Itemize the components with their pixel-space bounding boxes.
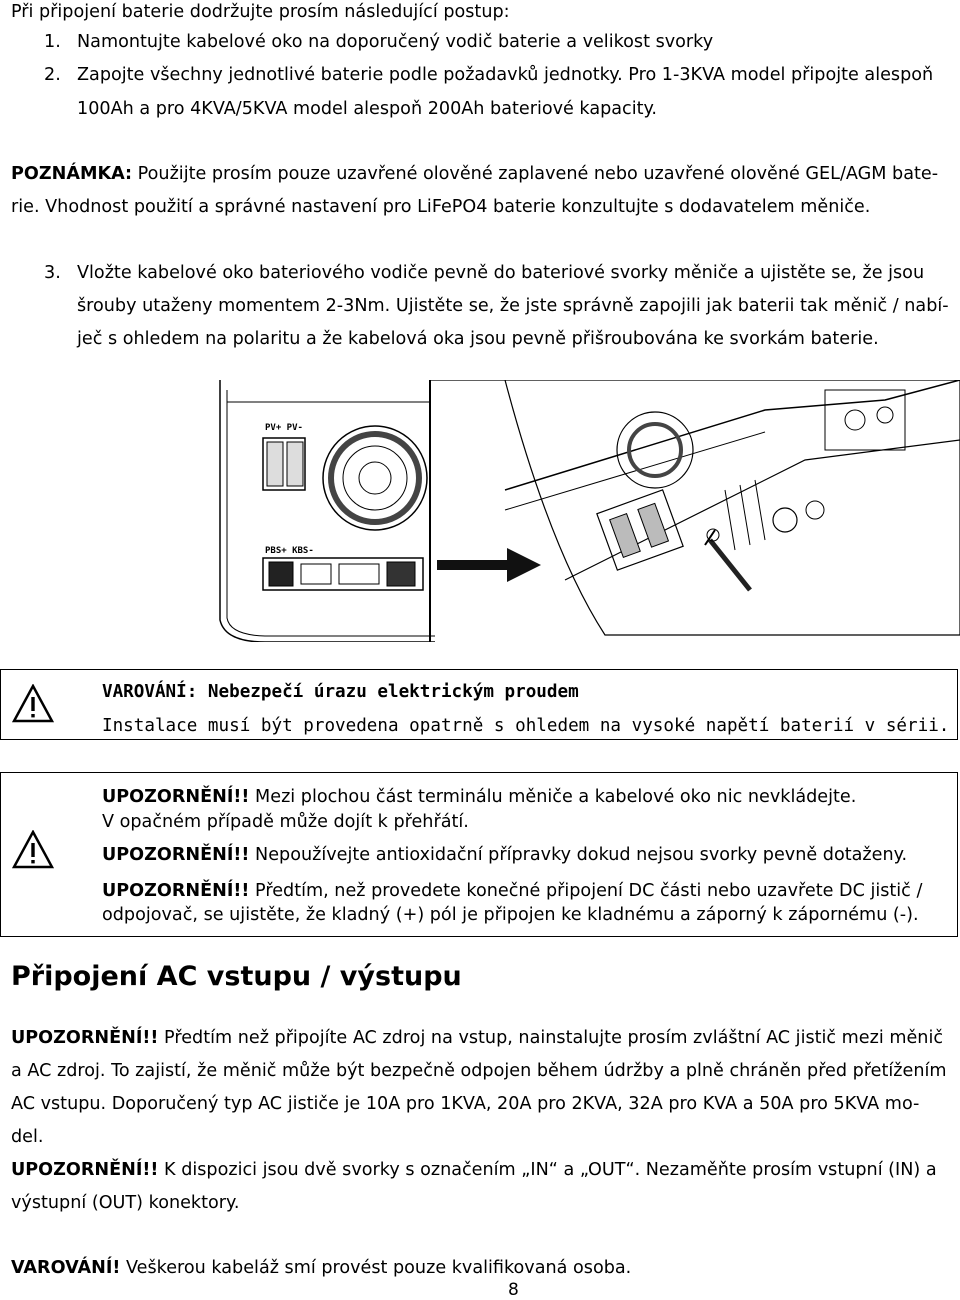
- section-caution-2-line-1: [11, 1154, 937, 1187]
- section-caution-1-line-2: a AC zdroj. To zajistí, že měnič může být bezpečně odpojen během údržby a plně chráněn před přetížením: [11, 1061, 947, 1081]
- note-text-1: Použijte prosím pouze uzavřené olověné zaplavené nebo uzavřené olověné GEL/AGM bate-: [132, 164, 939, 184]
- page-number: 8: [508, 1280, 519, 1300]
- step-3-line-2: šrouby utaženy momentem 2-3Nm. Ujistěte se, že jste správně zapojili jak baterii tak měnič / nabí-: [77, 296, 949, 316]
- arrow-right-icon: [437, 548, 541, 582]
- caution-3-text: Předtím, než provedete konečné připojení DC části nebo uzavřete DC jistič /: [249, 881, 923, 901]
- final-warning: [11, 1252, 631, 1285]
- step-3-number: 3.: [44, 263, 61, 283]
- warning-text: Instalace musí být provedena opatrně s ohledem na vysoké napětí baterií v sérii.: [102, 716, 950, 736]
- caution-label: UPOZORNĚNÍ!!: [102, 881, 250, 901]
- step-2-line-2: 100Ah a pro 4KVA/5KVA model alespoň 200Ah bateriové kapacity.: [77, 99, 657, 119]
- step-3-line-3: ječ s ohledem na polaritu a že kabelová oka jsou pevně přišroubována ke svorkám baterie.: [77, 329, 879, 349]
- section-caution-1-line-1: [11, 1022, 943, 1055]
- step-3-line-1: Vložte kabelové oko bateriového vodiče pevně do bateriové svorky měniče a ujistěte se, že jsou: [77, 263, 925, 283]
- inverter-panel-illustration: [220, 380, 435, 642]
- section-caution-1-line-3: AC vstupu. Doporučený typ AC jističe je 10A pro 1KVA, 20A pro 2KVA, 32A pro KVA a 50A pro 5KVA mo-: [11, 1094, 920, 1114]
- caution-label: UPOZORNĚNÍ!!: [102, 787, 250, 807]
- final-warning-label: VAROVÁNÍ!: [11, 1258, 121, 1278]
- note-label: POZNÁMKA:: [11, 164, 133, 184]
- caution-2-text: Nepoužívejte antioxidační přípravky dokud nejsou svorky pevně dotaženy.: [249, 845, 908, 865]
- pv-terminal-label: PV+ PV-: [265, 423, 303, 433]
- step-2-number: 2.: [44, 65, 61, 85]
- step-1-text: Namontujte kabelové oko na doporučený vodič baterie a velikost svorky: [77, 32, 714, 52]
- warning-triangle-icon: [12, 830, 54, 870]
- section-caution-2-line-2: výstupní (OUT) konektory.: [11, 1193, 240, 1213]
- battery-terminal-detail-illustration: [430, 380, 960, 635]
- step-2-line-1: Zapojte všechny jednotlivé baterie podle požadavků jednotky. Pro 1-3KVA model připojte alespoň: [77, 65, 934, 85]
- caution-2: [102, 840, 907, 871]
- warning-triangle-icon: [12, 684, 54, 724]
- section-caution-label: UPOZORNĚNÍ!!: [11, 1028, 159, 1048]
- caution-3-line-2: odpojovač, se ujistěte, že kladný (+) pól je připojen ke kladnému a záporný k zápornému (-).: [102, 905, 919, 925]
- note-line-1: [11, 158, 938, 191]
- section-caution-2-text: K dispozici jsou dvě svorky s označením „IN“ a „OUT“. Nezaměňte prosím vstupní (IN) a: [158, 1160, 937, 1180]
- section-caution-label: UPOZORNĚNÍ!!: [11, 1160, 159, 1180]
- caution-1-line-2: V opačném případě může dojít k přehřátí.: [102, 812, 469, 832]
- warning-title: VAROVÁNÍ: Nebezpečí úrazu elektrickým proudem: [102, 682, 579, 702]
- section-heading: Připojení AC vstupu / výstupu: [11, 961, 462, 992]
- caution-1-text: Mezi plochou část terminálu měniče a kabelové oko nic nevkládejte.: [249, 787, 857, 807]
- note-line-2: rie. Vhodnost použití a správné nastavení pro LiFePO4 baterie konzultujte s dodavatelem měniče.: [11, 197, 871, 217]
- section-caution-1-text: Předtím než připojíte AC zdroj na vstup, nainstalujte prosím zvláštní AC jistič mezi měnič: [158, 1028, 944, 1048]
- battery-connection-figure: [205, 380, 960, 642]
- battery-terminal-label: PBS+ KBS-: [265, 546, 314, 556]
- section-caution-1-line-4: del.: [11, 1127, 44, 1147]
- step-1-number: 1.: [44, 32, 61, 52]
- intro-text: Při připojení baterie dodržujte prosím následující postup:: [11, 2, 510, 22]
- final-warning-text: Veškerou kabeláž smí provést pouze kvalifikovaná osoba.: [120, 1258, 632, 1278]
- caution-label: UPOZORNĚNÍ!!: [102, 845, 250, 865]
